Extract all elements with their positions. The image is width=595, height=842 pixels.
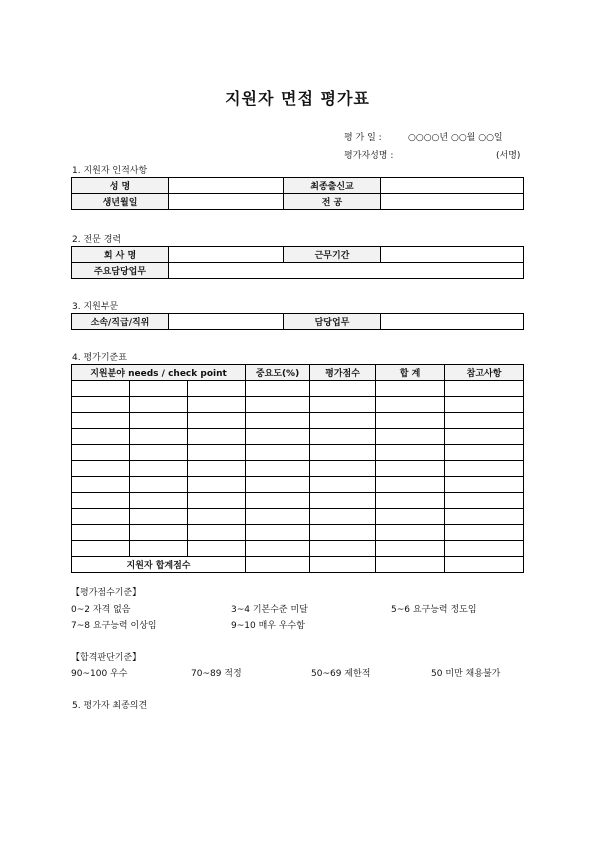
evaluation-cell[interactable] bbox=[376, 461, 445, 477]
evaluation-cell[interactable] bbox=[72, 397, 130, 413]
evaluation-cell[interactable] bbox=[376, 413, 445, 429]
career-table bbox=[71, 246, 524, 279]
evaluation-cell[interactable] bbox=[246, 493, 310, 509]
main-duty-field[interactable] bbox=[169, 263, 524, 279]
evaluation-row bbox=[72, 461, 524, 477]
evaluation-cell[interactable] bbox=[246, 445, 310, 461]
header-score: 평가점수 bbox=[310, 365, 376, 381]
evaluation-cell[interactable] bbox=[72, 509, 130, 525]
evaluation-cell[interactable] bbox=[445, 397, 524, 413]
pass-criteria-item: 90~100 우수 bbox=[71, 669, 128, 679]
birthdate-label: 생년월일 bbox=[72, 194, 169, 210]
company-field[interactable] bbox=[169, 247, 284, 263]
evaluation-cell[interactable] bbox=[445, 429, 524, 445]
evaluation-row bbox=[72, 381, 524, 397]
evaluation-cell[interactable] bbox=[445, 525, 524, 541]
evaluation-cell[interactable] bbox=[445, 413, 524, 429]
evaluation-cell[interactable] bbox=[188, 541, 246, 557]
pass-criteria-item: 70~89 적정 bbox=[191, 669, 242, 679]
evaluation-cell[interactable] bbox=[130, 509, 188, 525]
evaluation-row bbox=[72, 541, 524, 557]
score-criteria-heading: 【평가점수기준】 bbox=[71, 588, 142, 598]
evaluation-cell[interactable] bbox=[130, 397, 188, 413]
evaluation-cell[interactable] bbox=[310, 541, 376, 557]
evaluation-cell[interactable] bbox=[310, 445, 376, 461]
evaluation-cell[interactable] bbox=[130, 493, 188, 509]
header-importance: 중요도(%) bbox=[246, 365, 310, 381]
score-criteria-item: 7~8 요구능력 이상임 bbox=[71, 621, 157, 631]
evaluation-cell[interactable] bbox=[188, 445, 246, 461]
evaluation-cell[interactable] bbox=[246, 477, 310, 493]
applicant-info-table bbox=[71, 177, 524, 210]
header-checkpoint: 지원분야 needs / check point bbox=[72, 365, 246, 381]
evaluation-cell[interactable] bbox=[72, 493, 130, 509]
evaluation-cell[interactable] bbox=[376, 509, 445, 525]
evaluation-row bbox=[72, 525, 524, 541]
evaluation-cell[interactable] bbox=[130, 477, 188, 493]
evaluation-cell[interactable] bbox=[445, 541, 524, 557]
evaluation-cell[interactable] bbox=[72, 461, 130, 477]
signature-label: (서명) bbox=[496, 151, 521, 161]
score-criteria-item: 3~4 기본수준 미달 bbox=[231, 605, 308, 615]
evaluation-cell[interactable] bbox=[246, 461, 310, 477]
evaluation-cell[interactable] bbox=[188, 477, 246, 493]
major-field[interactable] bbox=[381, 194, 524, 210]
evaluation-cell[interactable] bbox=[72, 477, 130, 493]
total-sum-cell[interactable] bbox=[376, 557, 445, 573]
evaluation-cell[interactable] bbox=[188, 493, 246, 509]
evaluation-cell[interactable] bbox=[246, 381, 310, 397]
assigned-task-field[interactable] bbox=[381, 314, 524, 330]
pass-criteria-item: 50~69 제한적 bbox=[311, 669, 371, 679]
evaluation-cell[interactable] bbox=[130, 461, 188, 477]
evaluation-cell[interactable] bbox=[310, 509, 376, 525]
evaluation-cell[interactable] bbox=[376, 525, 445, 541]
name-label: 성 명 bbox=[72, 178, 169, 194]
evaluation-cell[interactable] bbox=[188, 509, 246, 525]
work-period-label: 근무기간 bbox=[284, 247, 381, 263]
evaluation-cell[interactable] bbox=[445, 477, 524, 493]
evaluation-cell[interactable] bbox=[376, 445, 445, 461]
evaluation-cell[interactable] bbox=[376, 397, 445, 413]
evaluation-row bbox=[72, 509, 524, 525]
section-1-heading: 1. 지원자 인적사항 bbox=[72, 166, 148, 176]
total-remarks-cell[interactable] bbox=[445, 557, 524, 573]
evaluation-row bbox=[72, 493, 524, 509]
pass-criteria-heading: 【합격판단기준】 bbox=[71, 653, 142, 663]
evaluation-cell[interactable] bbox=[376, 477, 445, 493]
evaluation-cell[interactable] bbox=[246, 509, 310, 525]
evaluation-cell[interactable] bbox=[72, 541, 130, 557]
evaluation-cell[interactable] bbox=[130, 381, 188, 397]
evaluation-cell[interactable] bbox=[130, 445, 188, 461]
evaluation-cell[interactable] bbox=[188, 397, 246, 413]
evaluation-cell[interactable] bbox=[310, 413, 376, 429]
section-3-heading: 3. 지원부문 bbox=[72, 302, 119, 312]
evaluation-cell[interactable] bbox=[246, 397, 310, 413]
evaluation-cell[interactable] bbox=[445, 461, 524, 477]
evaluation-row bbox=[72, 413, 524, 429]
section-2-heading: 2. 전문 경력 bbox=[72, 235, 122, 245]
evaluation-date-value: ○○○○년 ○○월 ○○일 bbox=[408, 133, 503, 143]
evaluation-cell[interactable] bbox=[188, 381, 246, 397]
evaluation-cell[interactable] bbox=[376, 493, 445, 509]
evaluation-cell[interactable] bbox=[130, 541, 188, 557]
evaluation-cell[interactable] bbox=[130, 413, 188, 429]
pass-criteria-item: 50 미만 채용불가 bbox=[431, 669, 501, 679]
score-criteria-item: 0~2 자격 없음 bbox=[71, 605, 131, 615]
score-criteria-item: 9~10 매우 우수함 bbox=[231, 621, 305, 631]
page-title: 지원자 면접 평가표 bbox=[225, 89, 370, 108]
total-score-cell[interactable] bbox=[310, 557, 376, 573]
total-importance-cell[interactable] bbox=[246, 557, 310, 573]
evaluation-criteria-table bbox=[71, 364, 524, 573]
evaluation-cell[interactable] bbox=[246, 413, 310, 429]
evaluation-cell[interactable] bbox=[310, 397, 376, 413]
school-field[interactable] bbox=[381, 178, 524, 194]
department-position-label: 소속/직급/직위 bbox=[72, 314, 169, 330]
evaluation-cell[interactable] bbox=[246, 541, 310, 557]
evaluation-cell[interactable] bbox=[72, 429, 130, 445]
evaluation-cell[interactable] bbox=[445, 445, 524, 461]
company-label: 회 사 명 bbox=[72, 247, 169, 263]
department-position-field[interactable] bbox=[169, 314, 284, 330]
evaluation-cell[interactable] bbox=[376, 429, 445, 445]
header-total: 합 계 bbox=[376, 365, 445, 381]
evaluation-cell[interactable] bbox=[445, 509, 524, 525]
evaluation-date-label: 평 가 일 : bbox=[344, 133, 382, 143]
evaluation-cell[interactable] bbox=[310, 461, 376, 477]
evaluator-name-label: 평가자성명 : bbox=[344, 151, 394, 161]
evaluation-cell[interactable] bbox=[310, 381, 376, 397]
evaluation-cell[interactable] bbox=[310, 493, 376, 509]
score-criteria-item: 5~6 요구능력 정도임 bbox=[391, 605, 477, 615]
applied-division-table bbox=[71, 313, 524, 330]
evaluation-cell[interactable] bbox=[188, 525, 246, 541]
evaluation-row bbox=[72, 477, 524, 493]
evaluation-cell[interactable] bbox=[445, 381, 524, 397]
evaluation-cell[interactable] bbox=[310, 477, 376, 493]
main-duty-label: 주요담당업무 bbox=[72, 263, 169, 279]
evaluation-row bbox=[72, 445, 524, 461]
assigned-task-label: 담당업무 bbox=[284, 314, 381, 330]
major-label: 전 공 bbox=[284, 194, 381, 210]
evaluation-cell[interactable] bbox=[445, 493, 524, 509]
section-4-heading: 4. 평가기준표 bbox=[72, 353, 127, 363]
birthdate-field[interactable] bbox=[169, 194, 284, 210]
header-remarks: 참고사항 bbox=[445, 365, 524, 381]
evaluation-cell[interactable] bbox=[310, 525, 376, 541]
evaluation-cell[interactable] bbox=[130, 429, 188, 445]
evaluation-cell[interactable] bbox=[188, 429, 246, 445]
evaluation-row bbox=[72, 397, 524, 413]
name-field[interactable] bbox=[169, 178, 284, 194]
school-label: 최종출신교 bbox=[284, 178, 381, 194]
evaluation-cell[interactable] bbox=[72, 525, 130, 541]
evaluation-cell[interactable] bbox=[376, 541, 445, 557]
evaluation-cell[interactable] bbox=[246, 525, 310, 541]
total-score-label: 지원자 합계점수 bbox=[72, 557, 246, 573]
evaluation-cell[interactable] bbox=[188, 413, 246, 429]
evaluation-cell[interactable] bbox=[72, 413, 130, 429]
evaluation-cell[interactable] bbox=[246, 429, 310, 445]
evaluation-cell[interactable] bbox=[72, 445, 130, 461]
work-period-field[interactable] bbox=[381, 247, 524, 263]
evaluation-row bbox=[72, 429, 524, 445]
evaluation-cell[interactable] bbox=[188, 461, 246, 477]
evaluation-cell[interactable] bbox=[130, 525, 188, 541]
section-5-heading: 5. 평가자 최종의견 bbox=[72, 701, 148, 711]
evaluation-cell[interactable] bbox=[376, 381, 445, 397]
evaluation-cell[interactable] bbox=[310, 429, 376, 445]
evaluation-cell[interactable] bbox=[72, 381, 130, 397]
